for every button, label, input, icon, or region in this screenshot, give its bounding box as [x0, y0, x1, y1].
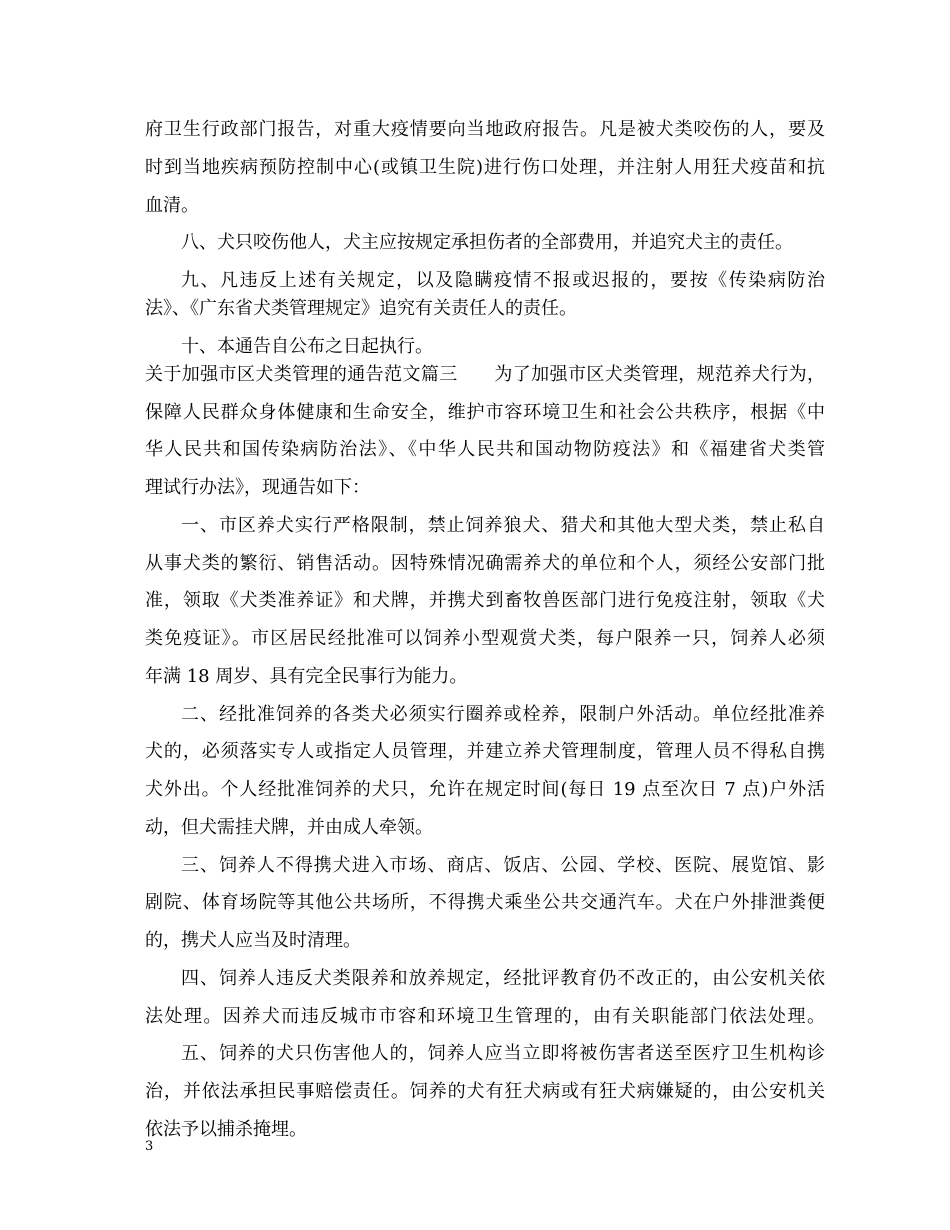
- text-line: 血清。: [145, 195, 199, 216]
- text-line: 保障人民群众身体健康和生命安全，维护市容环境卫生和社会公共秩序，根据《中: [145, 402, 825, 423]
- text-line: 从事犬类的繁衍、销售活动。因特殊情况确需养犬的单位和个人，须经公安部门批: [145, 553, 825, 574]
- text-line: 理试行办法》，现通告如下：: [145, 477, 370, 498]
- text-line: 四、饲养人违反犬类限养和放养规定，经批评教育仍不改正的，由公安机关依: [181, 968, 825, 989]
- text-line: 年满 18 周岁、具有完全民事行为能力。: [145, 666, 468, 687]
- text-line: 法处理。因养犬而违反城市市容和环境卫生管理的，由有关职能部门依法处理。: [145, 1006, 825, 1027]
- text-line: 九、凡违反上述有关规定，以及隐瞒疫情不报或迟报的，要按《传染病防治: [181, 270, 825, 291]
- text-line: 八、犬只咬伤他人，犬主应按规定承担伤者的全部费用，并追究犬主的责任。: [181, 232, 793, 253]
- text-line: 二、经批准饲养的各类犬必须实行圈养或栓养，限制户外活动。单位经批准养: [181, 704, 825, 725]
- text-line: 动，但犬需挂犬牌，并由成人牵领。: [145, 817, 433, 838]
- text-line: 关于加强市区犬类管理的通告范文篇三 为了加强市区犬类管理，规范养犬行为，: [145, 364, 825, 385]
- text-line: 准，领取《犬类准养证》和犬牌，并携犬到畜牧兽医部门进行免疫注射，领取《犬: [145, 590, 825, 611]
- text-line: 类免疫证》。市区居民经批准可以饲养小型观赏犬类，每户限养一只，饲养人必须: [145, 628, 825, 649]
- text-line: 法》、《广东省犬类管理规定》追究有关责任人的责任。: [145, 298, 577, 319]
- text-line: 时到当地疾病预防控制中心(或镇卫生院)进行伤口处理，并注射人用狂犬疫苗和抗: [145, 157, 825, 178]
- text-line: 府卫生行政部门报告，对重大疫情要向当地政府报告。凡是被犬类咬伤的人，要及: [145, 119, 825, 140]
- page-number: 3: [145, 1139, 154, 1154]
- text-line: 剧院、体育场院等其他公共场所，不得携犬乘坐公共交通汽车。犬在户外排泄粪便: [145, 892, 825, 913]
- text-line: 华人民共和国传染病防治法》、《中华人民共和国动物防疫法》和《福建省犬类管: [145, 439, 825, 460]
- text-line: 犬外出。个人经批准饲养的犬只，允许在规定时间(每日 19 点至次日 7 点)户外活: [145, 779, 825, 800]
- text-line: 十、本通告自公布之日起执行。: [181, 336, 433, 357]
- text-line: 的，携犬人应当及时清理。: [145, 930, 361, 951]
- text-line: 治，并依法承担民事赔偿责任。饲养的犬有狂犬病或有狂犬病嫌疑的，由公安机关: [145, 1081, 825, 1102]
- text-line: 五、饲养的犬只伤害他人的，饲养人应当立即将被伤害者送至医疗卫生机构诊: [181, 1043, 825, 1064]
- text-line: 依法予以捕杀掩埋。: [145, 1119, 307, 1140]
- text-line: 一、市区养犬实行严格限制，禁止饲养狼犬、猎犬和其他大型犬类，禁止私自: [181, 515, 825, 536]
- text-line: 犬的，必须落实专人或指定人员管理，并建立养犬管理制度，管理人员不得私自携: [145, 741, 825, 762]
- text-line: 三、饲养人不得携犬进入市场、商店、饭店、公园、学校、医院、展览馆、影: [181, 855, 825, 876]
